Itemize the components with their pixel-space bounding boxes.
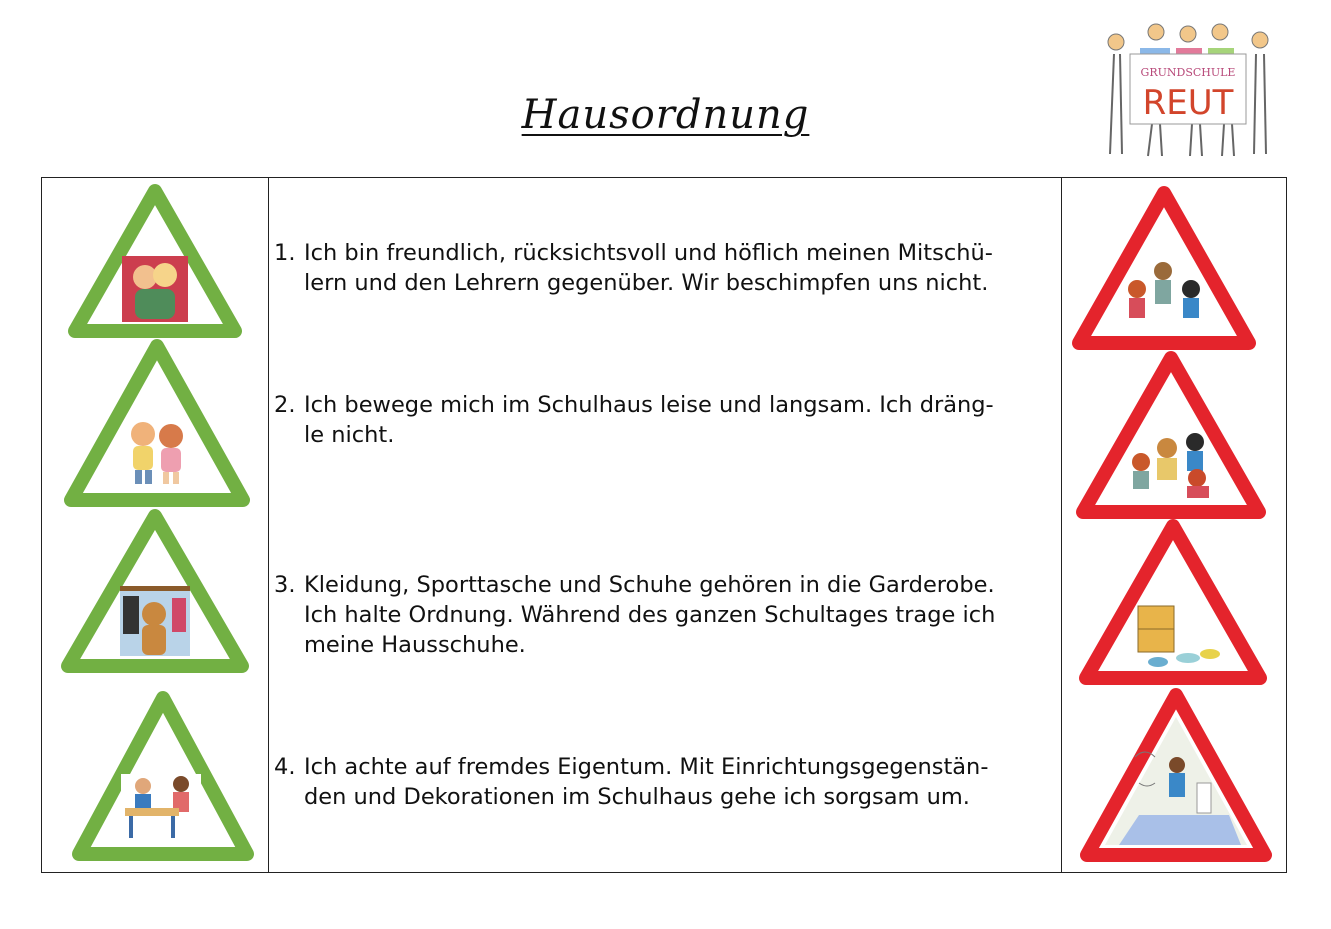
- rule-4: [274, 752, 1054, 812]
- good-sign-1: [67, 183, 243, 338]
- page-title: Hausordnung: [521, 92, 810, 138]
- rule-text: Ich achte auf fremdes Eigentum. Mit Einrichtungsgegenstän- den und Dekorationen im Schulhaus gehe ich sorgsam um.: [304, 754, 989, 810]
- bad-sign-3: [1078, 518, 1268, 686]
- rule-number: 1.: [274, 240, 296, 266]
- rule-number: 2.: [274, 392, 296, 418]
- logo-line2: REUT: [1142, 83, 1234, 123]
- bad-sign-4: [1079, 687, 1273, 863]
- rule-text: Ich bewege mich im Schulhaus leise und langsam. Ich dräng- le nicht.: [304, 392, 994, 448]
- logo-line1: GRUNDSCHULE: [1140, 66, 1236, 79]
- bad-sign-1: [1071, 185, 1257, 351]
- rules-table: [41, 177, 1287, 873]
- rule-text: Kleidung, Sporttasche und Schuhe gehören in die Garderobe. Ich halte Ordnung. Während des ganzen Schultages trage ich meine Hausschuhe.: [304, 572, 996, 658]
- bad-sign-2: [1075, 350, 1267, 520]
- rule-1: [274, 238, 1054, 298]
- coat-rack-icon: [120, 586, 190, 656]
- rule-number: 3.: [274, 572, 296, 598]
- rule-2: [274, 390, 1054, 450]
- children-at-table-icon: [121, 774, 201, 842]
- good-sign-2: [63, 338, 251, 508]
- good-sign-3: [60, 508, 250, 674]
- rule-number: 4.: [274, 754, 296, 780]
- hugging-children-icon: [122, 256, 188, 322]
- rule-text: Ich bin freundlich, rücksichtsvoll und höflich meinen Mitschü- lern und den Lehrern gegenüber. Wir beschimpfen uns nicht.: [304, 240, 993, 296]
- column-divider-right: [1061, 178, 1062, 872]
- school-logo: [1096, 14, 1276, 162]
- good-sign-4: [71, 690, 255, 862]
- rule-3: [274, 570, 1054, 660]
- column-divider-left: [268, 178, 269, 872]
